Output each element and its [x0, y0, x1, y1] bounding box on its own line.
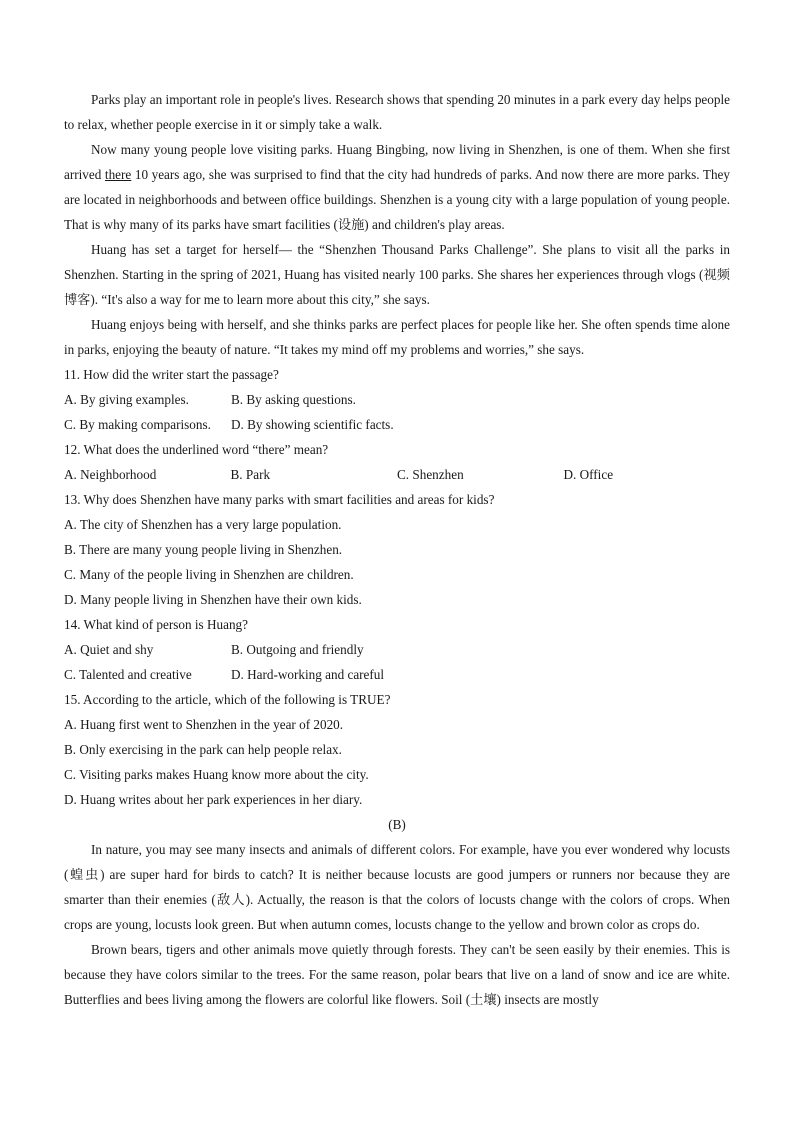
question-11-options-row-1: [64, 387, 730, 412]
question-12-options: [64, 462, 730, 487]
paragraph-text: Now many young people love visiting parks. Huang Bingbing, now living in Shenzhen, is one of them. When she first arrived: [64, 142, 730, 182]
question-14-stem: 14. What kind of person is Huang?: [64, 617, 248, 632]
question-11-options-row-2: [64, 412, 730, 437]
option-a: A. Quiet and shy: [64, 642, 154, 657]
question-11-stem: 11. How did the writer start the passage?: [64, 367, 279, 382]
option-a: A. The city of Shenzhen has a very large population.: [64, 517, 342, 532]
question-14-options-row-2: [64, 662, 730, 687]
option-c: C. Talented and creative: [64, 667, 192, 682]
question-13-stem: 13. Why does Shenzhen have many parks with smart facilities and areas for kids?: [64, 492, 495, 507]
passage-a-paragraph-2: [64, 137, 730, 237]
passage-b-paragraph-2: Brown bears, tigers and other animals move quietly through forests. They can't be seen easily by their enemies. This is because they have colors similar to the trees. For the same reason, polar bears that live on a land of snow and ice are white. Butterflies and bees living among the flowers are colorful like flowers. Soil (土壤) insects are mostly: [64, 942, 730, 1007]
passage-a-paragraph-4: Huang enjoys being with herself, and she thinks parks are perfect places for people like her. She often spends time alone in parks, enjoying the beauty of nature. “It takes my mind off my problems and worries,” she says.: [64, 317, 730, 357]
question-12-stem: 12. What does the underlined word “there” mean?: [64, 442, 329, 457]
option-a: A. By giving examples.: [64, 392, 189, 407]
option-a: A. Neighborhood: [64, 467, 157, 482]
passage-a-paragraph-3: Huang has set a target for herself— the “Shenzhen Thousand Parks Challenge”. She plans to visit all the parks in Shenzhen. Starting in the spring of 2021, Huang has visited nearly 100 parks. She shares her experiences through vlogs (视频博客). “It's also a way for me to learn more about this city,” she says.: [64, 242, 730, 307]
option-c: C. Visiting parks makes Huang know more about the city.: [64, 767, 369, 782]
option-d: D. Many people living in Shenzhen have their own kids.: [64, 592, 362, 607]
passage-a-paragraph-1: Parks play an important role in people's lives. Research shows that spending 20 minutes in a park every day helps people to relax, whether people exercise in it or simply take a walk.: [64, 92, 730, 132]
option-b: B. Only exercising in the park can help people relax.: [64, 742, 342, 757]
passage-b-paragraph-1: In nature, you may see many insects and animals of different colors. For example, have you ever wondered why locusts (蝗虫) are super hard for birds to catch? It is neither because locusts are good jumpers or runners nor because they are smarter than their enemies (敌人). Actually, the reason is that the colors of locusts change with the colors of crops. When crops are young, locusts look green. But when autumn comes, locusts change to the yellow and brown color as crops do.: [64, 842, 730, 932]
underlined-word: there: [104, 167, 132, 182]
option-b: B. There are many young people living in Shenzhen.: [64, 542, 343, 557]
option-d: D. Huang writes about her park experiences in her diary.: [64, 792, 363, 807]
option-a: A. Huang first went to Shenzhen in the year of 2020.: [64, 717, 344, 732]
option-d: D. Office: [563, 467, 614, 482]
option-d: D. Hard-working and careful: [231, 667, 385, 682]
document-page: [64, 87, 730, 1012]
paragraph-text: 10 years ago, she was surprised to find that the city had hundreds of parks. And now there are more parks. They are located in neighborhoods and between office buildings. Shenzhen is a young city with a large population of young people. That is why many of its parks have smart facilities (设施) and children's play areas.: [64, 167, 731, 232]
option-c: C. Many of the people living in Shenzhen are children.: [64, 567, 354, 582]
option-b: B. By asking questions.: [231, 392, 356, 407]
option-b: B. Park: [230, 467, 271, 482]
option-c: C. By making comparisons.: [64, 417, 211, 432]
option-b: B. Outgoing and friendly: [231, 642, 364, 657]
question-14-options-row-1: [64, 637, 730, 662]
option-c: C. Shenzhen: [397, 467, 464, 482]
question-15-stem: 15. According to the article, which of the following is TRUE?: [64, 692, 391, 707]
section-label: (B): [388, 817, 406, 832]
option-d: D. By showing scientific facts.: [231, 417, 394, 432]
